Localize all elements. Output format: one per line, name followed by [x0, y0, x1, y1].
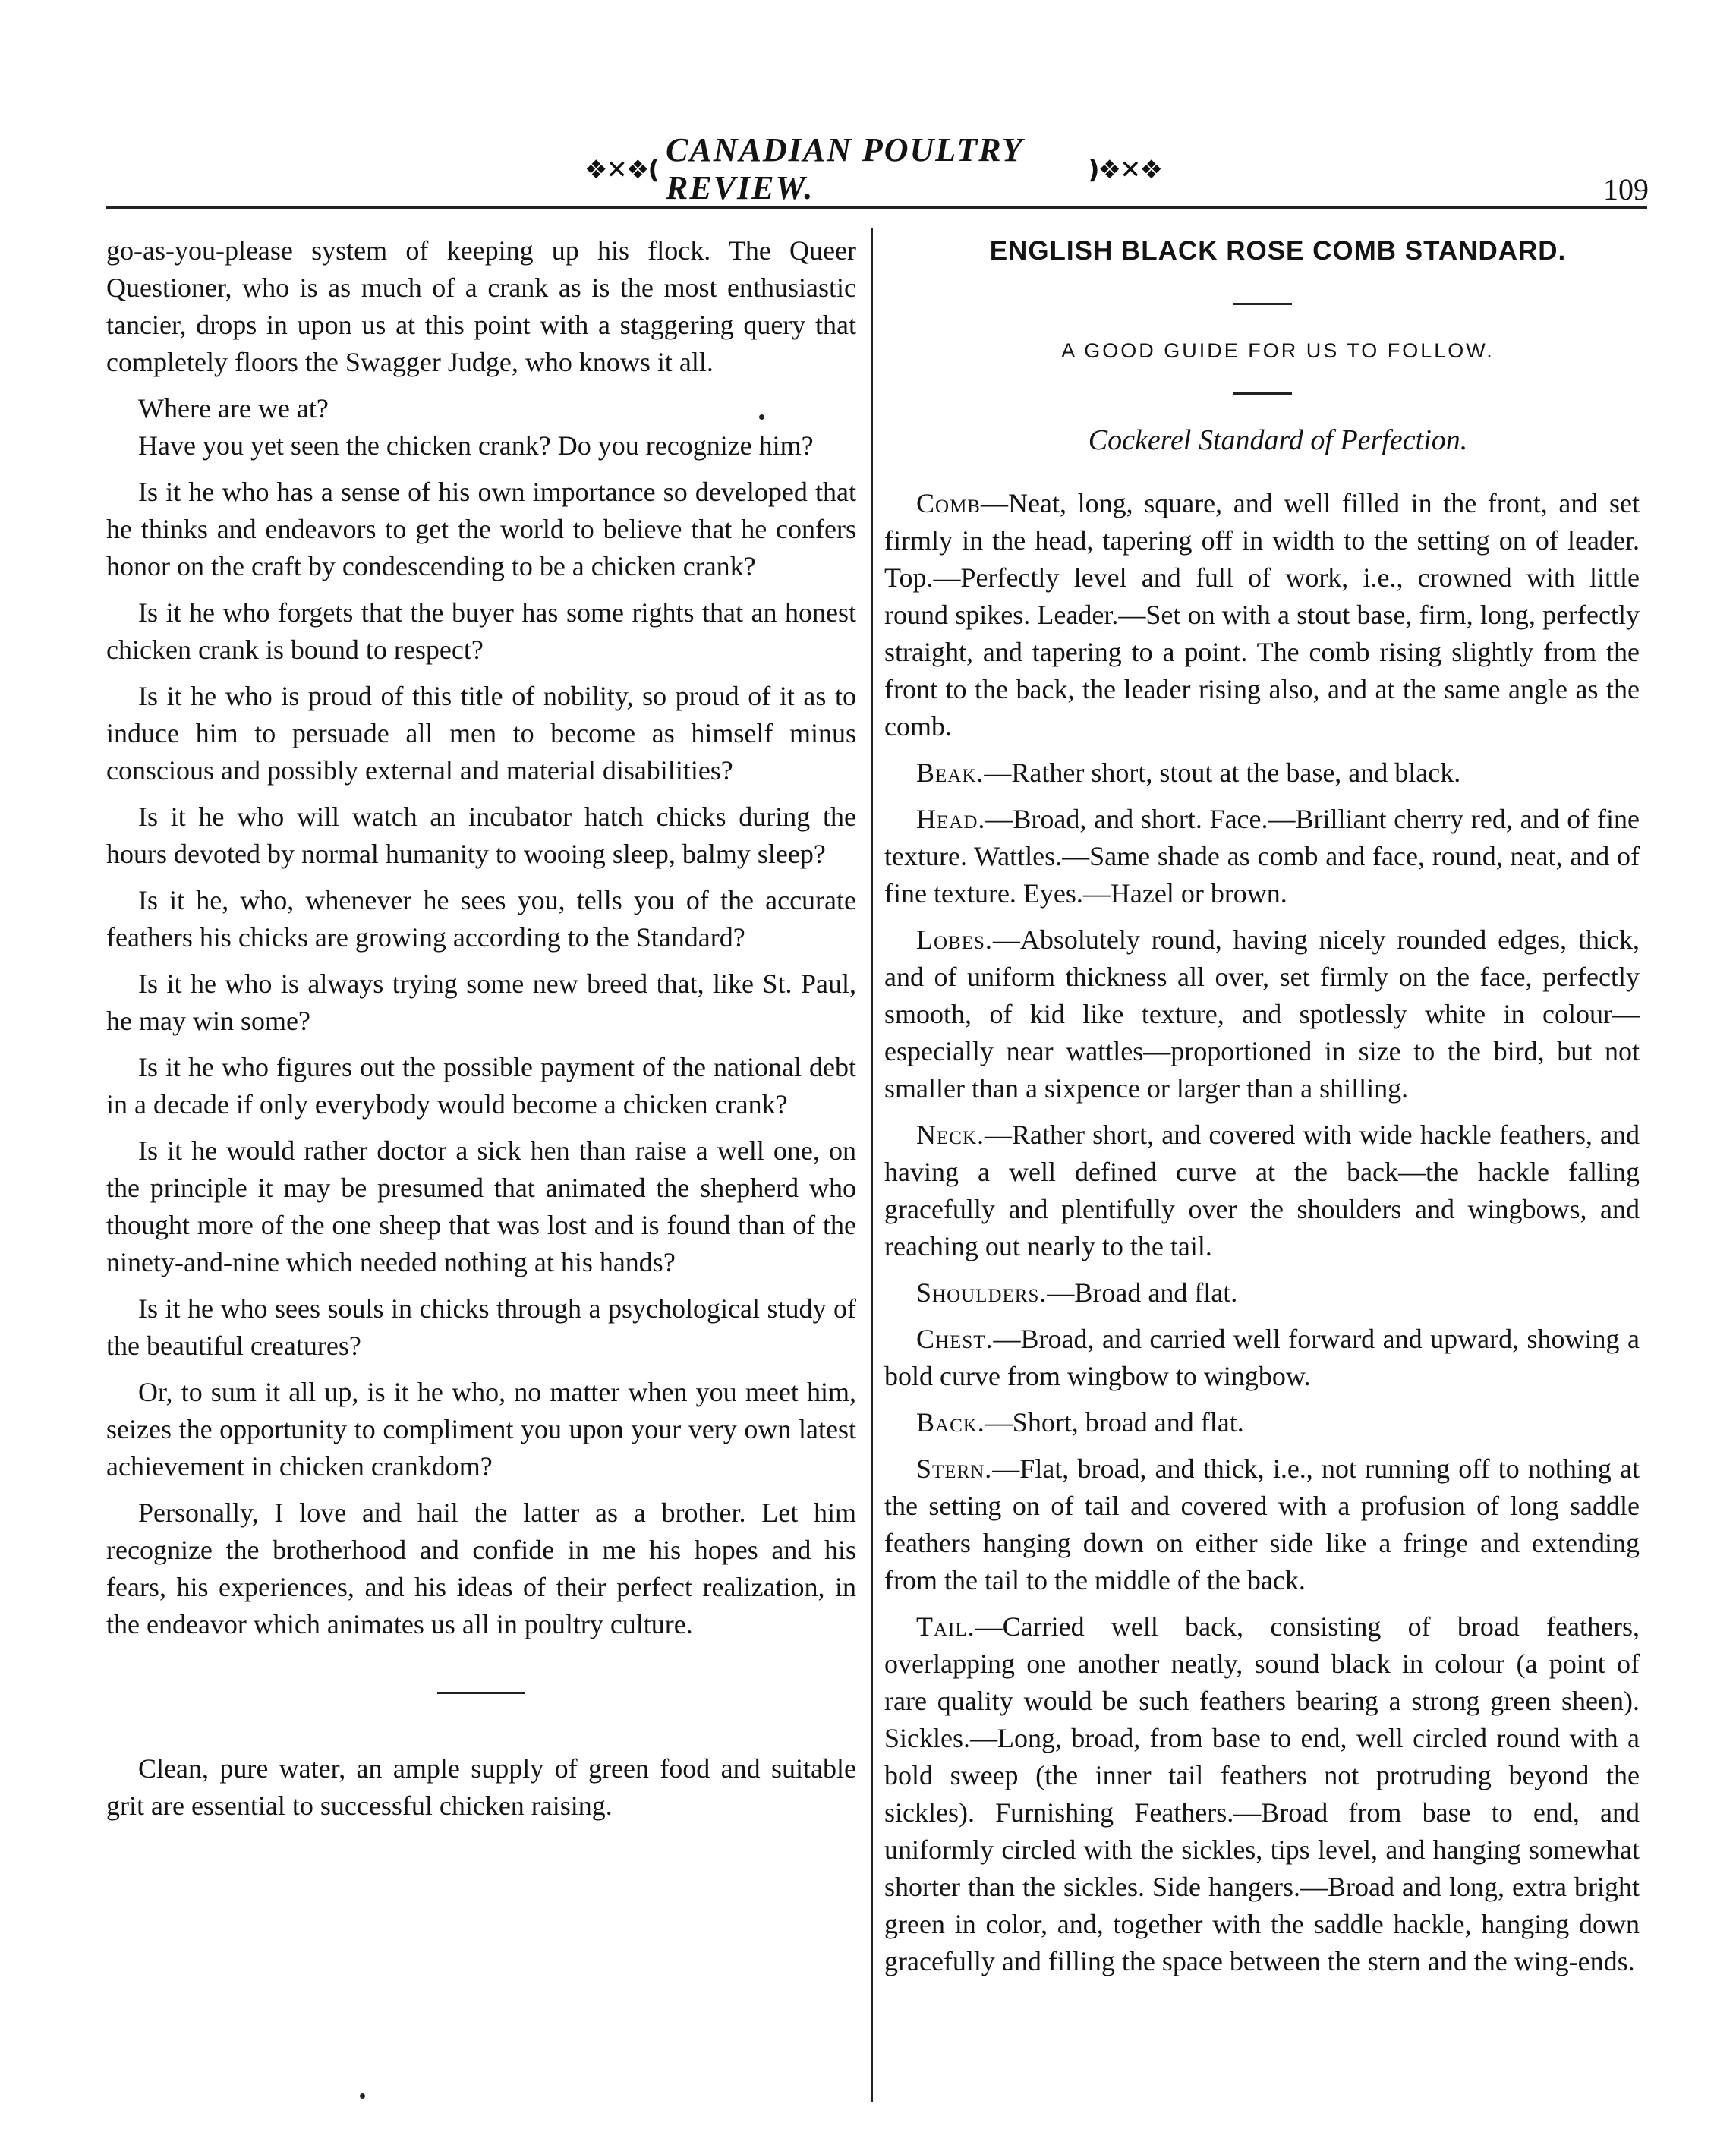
paragraph: Or, to sum it all up, is it he who, no matter when you meet him, seizes the opportunity to compliment you upon your very own latest achievement in chicken crankdom? [106, 1377, 856, 1482]
entry-text: —Broad and flat. [1047, 1277, 1238, 1308]
print-speck [360, 2093, 365, 2099]
masthead [584, 131, 1161, 206]
masthead-ornament-right: )❖✕❖ [1088, 155, 1161, 185]
closing-paragraph: Clean, pure water, an ample supply of green food and suitable grit are essential to successful chicken raising. [106, 1753, 856, 1821]
entry-text: —Short, broad and flat. [985, 1407, 1244, 1438]
standard-entry-shoulders [884, 1274, 1640, 1312]
masthead-ornament-left: ❖✕❖( [584, 155, 658, 185]
paragraph: Is it he who sees souls in chicks through a psychological study of the beautiful creatures? [106, 1293, 856, 1361]
paragraph: Have you yet seen the chicken crank? Do you recognize him? [138, 430, 814, 461]
entry-label: Beak. [916, 757, 985, 788]
entry-label: Tail. [916, 1611, 975, 1642]
print-speck [759, 414, 764, 420]
paragraph: Is it he who figures out the possible payment of the national debt in a decade if only everybody would become a chicken crank? [106, 1052, 856, 1120]
standard-entry-stern [884, 1450, 1640, 1599]
entry-text: —Rather short, stout at the base, and black. [984, 757, 1461, 788]
standard-entry-chest [884, 1321, 1640, 1395]
standard-entry-beak [884, 754, 1640, 792]
standard-entry-back [884, 1404, 1640, 1441]
paragraph: Is it he who is always trying some new breed that, like St. Paul, he may win some? [106, 968, 856, 1036]
entry-text: —Neat, long, square, and well filled in the front, and set firmly in the head, tapering off in width to the setting on of leader. Top.—Perfectly level and full of work, i.e., crowned with little round spikes. Leader.—Set on with a stout base, firm, long, perfectly straight, and tapering to a point. The comb rising slightly from the front to the back, the leader rising also, and at the same angle as the comb. [884, 488, 1640, 742]
entry-text: —Rather short, and covered with wide hackle feathers, and having a well defined curve at the back—the hackle falling gracefully and plentifully over the shoulders and wingbows, and reaching out nearly to the tail. [884, 1120, 1640, 1261]
entry-text: —Carried well back, consisting of broad feathers, overlapping one another neatly, sound black in colour (a point of rare quality would be such feathers bearing a strong green sheen). Sickles.—Long, broad, from base to end, well circled round with a bold sweep (the inner tail feathers not protruding beyond the sickles). Furnishing Feathers.—Broad from base to end, and uniformly circled with the sickles, tips level, and hanging somewhat shorter than the sickles. Side hangers.—Broad and long, extra bright green in color, and, together with the saddle hackle, hanging down gracefully and filling the space between the stern and the wing-ends. [884, 1611, 1640, 1976]
entry-text: —Broad, and short. Face.—Brilliant cherry red, and of fine texture. Wattles.—Same shade as comb and face, round, neat, and of fine texture. Eyes.—Hazel or brown. [884, 804, 1640, 909]
article-title: ENGLISH BLACK ROSE COMB STANDARD. [989, 236, 1567, 266]
entry-label: Shoulders. [916, 1277, 1048, 1308]
section-caption: Cockerel Standard of Perfection. [1088, 424, 1468, 456]
standard-entry-comb [884, 485, 1640, 745]
entry-text: —Broad, and carried well forward and upward, showing a bold curve from wingbow to wingbow. [884, 1324, 1640, 1391]
article-subtitle: A GOOD GUIDE FOR US TO FOLLOW. [1061, 339, 1495, 362]
paragraph: Is it he who has a sense of his own importance so developed that he thinks and endeavors to get the world to believe that he confers honor on the craft by condescending to be a chicken crank? [106, 477, 856, 581]
left-column [106, 232, 856, 1825]
standard-entry-lobes [884, 921, 1640, 1107]
paragraph: Is it he who is proud of this title of nobility, so proud of it as to induce him to persuade all men to become as himself minus conscious and possibly external and material disabilities? [106, 681, 856, 786]
header-rule [106, 206, 1647, 209]
paragraph: Is it he, who, whenever he sees you, tells you of the accurate feathers his chicks are growing according to the Standard? [106, 885, 856, 953]
masthead-title: CANADIAN POULTRY REVIEW. [666, 131, 1080, 209]
page-number: 109 [1603, 172, 1649, 206]
entry-text: —Flat, broad, and thick, i.e., not running off to nothing at the setting on of tail and covered with a profusion of long saddle feathers hanging down on either side like a fringe and extending from the tail to the middle of the back. [884, 1453, 1640, 1595]
paragraph: Where are we at? [138, 393, 329, 424]
paragraph: Is it he who forgets that the buyer has some rights that an honest chicken crank is bound to respect? [106, 597, 856, 665]
entry-label: Lobes. [916, 924, 993, 955]
entry-label: Stern. [916, 1453, 993, 1484]
standard-entry-tail [884, 1608, 1640, 1980]
right-column [884, 232, 1640, 1980]
entry-label: Back. [916, 1407, 985, 1438]
standard-entry-neck [884, 1116, 1640, 1265]
column-divider [871, 228, 873, 2102]
entry-text: —Absolutely round, having nicely rounded edges, thick, and of uniform thickness all over, set firmly on the face, perfectly smooth, of kid like texture, and spotlessly white in colour—especially near wattles—proportioned in size to the bird, but not smaller than a sixpence or larger than a shilling. [884, 924, 1640, 1104]
paragraph: Is it he who will watch an incubator hatch chicks during the hours devoted by normal humanity to wooing sleep, balmy sleep? [106, 801, 856, 869]
entry-label: Chest. [916, 1324, 994, 1354]
paragraph: Personally, I love and hail the latter as a brother. Let him recognize the brotherhood and confide in me his hopes and his fears, his experiences, and his ideas of their perfect realization, in the endeavor which animates us all in poultry culture. [106, 1497, 856, 1639]
entry-label: Head. [916, 804, 986, 834]
standard-entry-head [884, 801, 1640, 912]
entry-label: Neck. [916, 1120, 985, 1150]
paragraph: Is it he would rather doctor a sick hen than raise a well one, on the principle it may be presumed that animated the shepherd who thought more of the one sheep that was lost and is found than of the ninety-and-nine which needed nothing at his hands? [106, 1135, 856, 1277]
paragraph: go-as-you-please system of keeping up his flock. The Queer Questioner, who is as much of a crank as is the most enthusiastic tancier, drops in upon us at this point with a staggering query that completely floors the Swagger Judge, who knows it all. [106, 235, 856, 377]
entry-label: Comb [916, 488, 981, 518]
